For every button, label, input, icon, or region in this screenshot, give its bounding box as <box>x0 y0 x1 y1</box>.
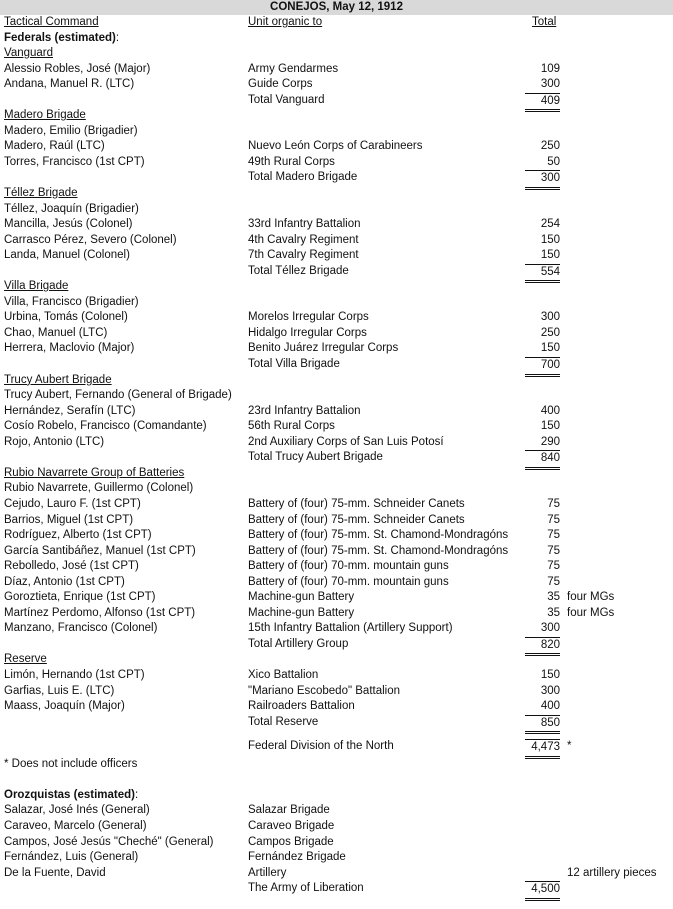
total-cell: 75 <box>547 560 560 573</box>
column-header-unit: Unit organic to <box>248 16 323 28</box>
unit-cell: Salazar Brigade <box>248 804 330 817</box>
commander-cell: Barrios, Miguel (1st CPT) <box>4 513 134 526</box>
commander-cell: Rodríguez, Alberto (1st CPT) <box>4 529 152 542</box>
unit-cell: Xico Battalion <box>248 669 319 681</box>
column-header-row <box>0 15 673 31</box>
commander-cell: Díaz, Antonio (1st CPT) <box>4 575 125 588</box>
total-cell: 75 <box>547 575 560 588</box>
unit-cell: Artillery <box>248 866 287 879</box>
group-total-label: Total Vanguard <box>248 93 325 106</box>
unit-cell: Battery of (four) 75-mm. Schneider Canets <box>248 513 465 526</box>
total-cell: 300 <box>540 622 560 635</box>
table-row <box>0 481 673 497</box>
grand-total-value: 4,473 <box>525 739 560 759</box>
table-row <box>0 513 673 529</box>
commander-cell: Alessio Robles, José (Major) <box>4 62 151 75</box>
total-cell: 300 <box>540 311 560 324</box>
federals-heading-row <box>0 31 673 47</box>
unit-cell: 49th Rural Corps <box>248 155 335 168</box>
unit-cell: 15th Infantry Battalion (Artillery Support) <box>248 622 453 635</box>
table-row <box>0 668 673 684</box>
commander-cell: Salazar, José Inés (General) <box>4 804 150 817</box>
note-cell: 12 artillery pieces <box>567 866 657 879</box>
commander-cell: De la Fuente, David <box>4 866 106 879</box>
note-cell: four MGs <box>567 591 615 604</box>
group-total-value: 840 <box>525 450 560 470</box>
commander-cell: Rubio Navarrete, Guillermo (Colonel) <box>4 482 194 495</box>
table-row <box>0 124 673 140</box>
commander-cell: Torres, Francisco (1st CPT) <box>4 155 145 168</box>
group-total-value: 700 <box>525 357 560 377</box>
unit-cell: 7th Cavalry Regiment <box>248 249 359 262</box>
unit-cell: Caraveo Brigade <box>248 819 335 832</box>
group-heading: Madero Brigade <box>4 109 86 122</box>
note-cell: four MGs <box>567 606 615 619</box>
group-heading: Trucy Aubert Brigade <box>4 373 112 386</box>
group-total-label: Total Reserve <box>248 715 319 728</box>
footnote-row <box>0 757 673 773</box>
table-row <box>0 233 673 249</box>
group-heading-row <box>0 108 673 124</box>
table-row <box>0 419 673 435</box>
table-row <box>0 388 673 404</box>
group-heading-row <box>0 46 673 62</box>
group-total-value: 300 <box>525 170 560 190</box>
total-cell: 150 <box>540 233 560 246</box>
table-row <box>0 819 673 835</box>
table-row <box>0 528 673 544</box>
total-cell: 254 <box>540 218 560 231</box>
unit-cell: Machine-gun Battery <box>248 606 355 619</box>
commander-cell: Mancilla, Jesús (Colonel) <box>4 218 133 231</box>
table-row <box>0 803 673 819</box>
unit-cell: 56th Rural Corps <box>248 420 335 433</box>
table-row <box>0 621 673 637</box>
commander-cell: Hernández, Serafín (LTC) <box>4 404 136 417</box>
total-cell: 150 <box>540 342 560 355</box>
grand-total-mark: * <box>567 740 572 753</box>
total-cell: 300 <box>540 684 560 697</box>
table-row <box>0 435 673 451</box>
commander-cell: Goroztieta, Enrique (1st CPT) <box>4 591 156 604</box>
commander-cell: Martínez Perdomo, Alfonso (1st CPT) <box>4 606 196 619</box>
table-row <box>0 866 673 882</box>
unit-cell: Fernández Brigade <box>248 851 346 864</box>
table-row <box>0 155 673 171</box>
total-cell: 150 <box>540 249 560 262</box>
group-heading-row <box>0 186 673 202</box>
table-row <box>0 590 673 606</box>
commander-cell: Maass, Joaquín (Major) <box>4 700 125 713</box>
commander-cell: Chao, Manuel (LTC) <box>4 326 108 339</box>
unit-cell: Army Gendarmes <box>248 62 339 75</box>
table-row <box>0 559 673 575</box>
unit-cell: Morelos Irregular Corps <box>248 311 369 324</box>
group-total-label: Total Trucy Aubert Brigade <box>248 451 383 464</box>
group-total-label: Total Madero Brigade <box>248 171 358 184</box>
commander-cell: Villa, Francisco (Brigadier) <box>4 295 139 308</box>
total-cell: 75 <box>547 529 560 542</box>
commander-cell: Carrasco Pérez, Severo (Colonel) <box>4 233 177 246</box>
total-cell: 290 <box>540 435 560 448</box>
commander-cell: Urbina, Tomás (Colonel) <box>4 311 128 324</box>
footnote: * Does not include officers <box>4 757 138 770</box>
commander-cell: Campos, José Jesús "Cheché" (General) <box>4 835 214 848</box>
total-cell: 250 <box>540 326 560 339</box>
table-row <box>0 341 673 357</box>
group-total-value: 409 <box>525 93 560 113</box>
commander-cell: Téllez, Joaquín (Brigadier) <box>4 202 139 215</box>
unit-cell: Machine-gun Battery <box>248 591 355 604</box>
group-heading: Vanguard <box>4 47 54 59</box>
federals-heading: Federals (estimated) <box>4 31 116 44</box>
group-total-label: Total Villa Brigade <box>248 358 340 370</box>
commander-cell: Manzano, Francisco (Colonel) <box>4 622 158 635</box>
total-cell: 75 <box>547 544 560 557</box>
commander-cell: Rebolledo, José (1st CPT) <box>4 560 139 573</box>
orozquistas-total-row <box>0 881 673 897</box>
orozquistas-heading-colon: : <box>135 788 139 801</box>
unit-cell: Guide Corps <box>248 78 313 91</box>
group-total-value: 820 <box>525 637 560 657</box>
unit-cell: 4th Cavalry Regiment <box>248 233 359 246</box>
group-heading-row <box>0 652 673 668</box>
group-total-row <box>0 715 673 731</box>
total-cell: 75 <box>547 497 560 510</box>
group-heading: Rubio Navarrete Group of Batteries <box>4 466 185 479</box>
table-row <box>0 606 673 622</box>
total-cell: 75 <box>547 513 560 526</box>
table-row <box>0 217 673 233</box>
table-row <box>0 139 673 155</box>
table-row <box>0 544 673 560</box>
total-cell: 300 <box>540 78 560 91</box>
table-row <box>0 295 673 311</box>
column-header-command: Tactical Command <box>4 16 99 28</box>
group-total-row <box>0 170 673 186</box>
table-row <box>0 497 673 513</box>
orozquistas-total-value: 4,500 <box>525 881 560 901</box>
commander-cell: Caraveo, Marcelo (General) <box>4 819 147 832</box>
table-row <box>0 202 673 218</box>
group-total-value: 850 <box>525 715 560 735</box>
group-total-value: 554 <box>525 264 560 284</box>
commander-cell: Fernández, Luis (General) <box>4 851 139 864</box>
commander-cell: Madero, Raúl (LTC) <box>4 140 105 153</box>
group-heading: Villa Brigade <box>4 280 69 293</box>
table-row <box>0 326 673 342</box>
table-row <box>0 62 673 78</box>
table-row <box>0 310 673 326</box>
unit-cell: Campos Brigade <box>248 835 334 848</box>
group-total-row <box>0 357 673 373</box>
orozquistas-heading-row <box>0 788 673 804</box>
table-row <box>0 248 673 264</box>
total-cell: 35 <box>547 606 560 619</box>
total-cell: 109 <box>540 62 560 75</box>
total-cell: 150 <box>540 420 560 433</box>
table-row <box>0 77 673 93</box>
group-heading-row <box>0 466 673 482</box>
commander-cell: Cejudo, Lauro F. (1st CPT) <box>4 497 141 510</box>
total-cell: 400 <box>540 404 560 417</box>
group-heading: Reserve <box>4 653 47 666</box>
commander-cell: Rojo, Antonio (LTC) <box>4 435 105 448</box>
table-row <box>0 699 673 715</box>
group-total-row <box>0 450 673 466</box>
page-title: CONEJOS, May 12, 1912 <box>0 0 673 15</box>
unit-cell: Battery of (four) 75-mm. St. Chamond-Mondragóns <box>248 529 509 542</box>
group-heading-row <box>0 279 673 295</box>
group-heading-row <box>0 373 673 389</box>
commander-cell: Herrera, Maclovio (Major) <box>4 342 135 355</box>
grand-total-row <box>0 739 673 755</box>
total-cell: 50 <box>547 155 560 168</box>
unit-cell: Battery of (four) 70-mm. mountain guns <box>248 575 449 588</box>
column-header-total: Total <box>532 16 557 28</box>
orozquistas-heading: Orozquistas (estimated) <box>4 788 135 801</box>
unit-cell: 23rd Infantry Battalion <box>248 404 361 417</box>
group-total-row <box>0 264 673 280</box>
commander-cell: Landa, Manuel (Colonel) <box>4 249 130 262</box>
unit-cell: "Mariano Escobedo" Battalion <box>248 684 401 697</box>
total-cell: 400 <box>540 700 560 713</box>
commander-cell: Madero, Emilio (Brigadier) <box>4 124 138 137</box>
commander-cell: Garfias, Luis E. (LTC) <box>4 684 115 697</box>
unit-cell: Benito Juárez Irregular Corps <box>248 342 399 355</box>
unit-cell: 33rd Infantry Battalion <box>248 218 361 231</box>
unit-cell: Battery of (four) 75-mm. St. Chamond-Mondragóns <box>248 544 509 557</box>
total-cell: 150 <box>540 669 560 681</box>
federals-heading-colon: : <box>115 31 120 44</box>
commander-cell: Limón, Hernando (1st CPT) <box>4 669 145 681</box>
table-row <box>0 575 673 591</box>
total-cell: 250 <box>540 140 560 153</box>
table-row <box>0 850 673 866</box>
unit-cell: Nuevo León Corps of Carabineers <box>248 140 423 153</box>
group-total-label: Total Téllez Brigade <box>248 264 349 277</box>
unit-cell: Battery of (four) 70-mm. mountain guns <box>248 560 449 573</box>
orozquistas-total-label: The Army of Liberation <box>248 882 364 895</box>
unit-cell: 2nd Auxiliary Corps of San Luis Potosí <box>248 435 444 448</box>
total-cell: 35 <box>547 591 560 604</box>
group-heading: Téllez Brigade <box>4 186 78 199</box>
table-row <box>0 404 673 420</box>
grand-total-label: Federal Division of the North <box>248 740 394 753</box>
unit-cell: Battery of (four) 75-mm. Schneider Canets <box>248 497 465 510</box>
table-row <box>0 684 673 700</box>
table-row <box>0 835 673 851</box>
unit-cell: Hidalgo Irregular Corps <box>248 326 367 339</box>
group-total-label: Total Artillery Group <box>248 637 349 650</box>
commander-cell: Trucy Aubert, Fernando (General of Brigade) <box>4 389 232 402</box>
commander-cell: García Santibáñez, Manuel (1st CPT) <box>4 544 196 557</box>
group-total-row <box>0 93 673 109</box>
unit-cell: Railroaders Battalion <box>248 700 355 713</box>
commander-cell: Andana, Manuel R. (LTC) <box>4 78 135 91</box>
group-total-row <box>0 637 673 653</box>
commander-cell: Cosío Robelo, Francisco (Comandante) <box>4 420 207 433</box>
